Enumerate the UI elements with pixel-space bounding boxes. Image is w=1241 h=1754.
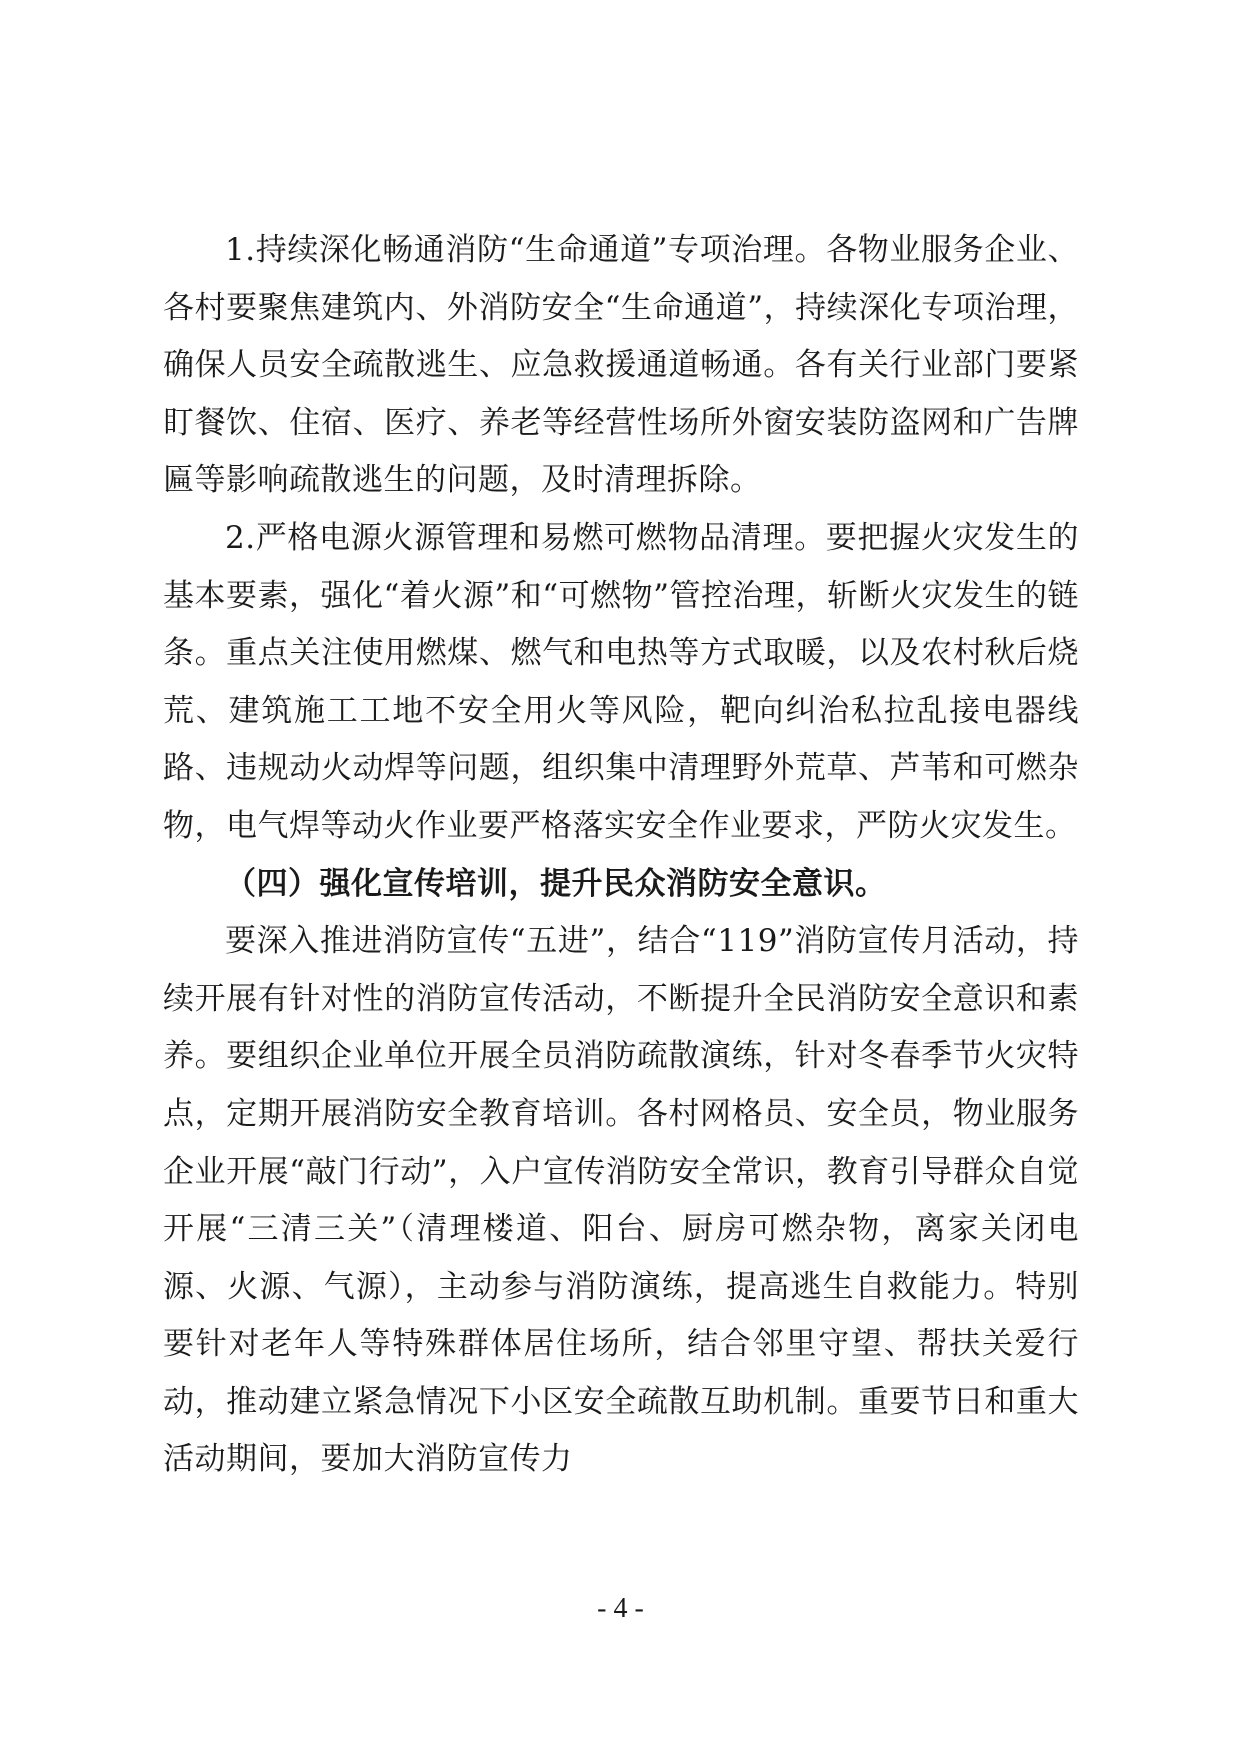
document-body (163, 222, 1079, 1489)
section-heading-4: （四）强化宣传培训，提升民众消防安全意识。 (225, 865, 887, 902)
paragraph-publicity-training: 要深入推进消防宣传“五进”，结合“119”消防宣传月活动，持续开展有针对性的消防宣传活动，不断提升全民消防安全意识和素养。要组织企业单位开展全员消防疏散演练，针对冬春季节火灾特点，定期开展消防安全教育培训。各村网格员、安全员，物业服务企业开展“敲门行动”，入户宣传消防安全常识，教育引导群众自觉开展“三清三关”（清理楼道、阳台、厨房可燃杂物，离家关闭电源、火源、气源），主动参与消防演练，提高逃生自救能力。特别要针对老年人等特殊群体居住场所，结合邻里守望、帮扶关爱行动，推动建立紧急情况下小区安全疏散互助机制。重要节日和重大活动期间，要加大消防宣传力 (163, 923, 1079, 1478)
paragraph-item-2: 2.严格电源火源管理和易燃可燃物品清理。要把握火灾发生的基本要素，强化“着火源”和“可燃物”管控治理，斩断火灾发生的链条。重点关注使用燃煤、燃气和电热等方式取暖，以及农村秋后烧荒、建筑施工工地不安全用火等风险，靶向纠治私拉乱接电器线路、违规动火动焊等问题，组织集中清理野外荒草、芦苇和可燃杂物，电气焊等动火作业要严格落实安全作业要求，严防火灾发生。 (163, 519, 1079, 844)
paragraph-item-1: 1.持续深化畅通消防“生命通道”专项治理。各物业服务企业、各村要聚焦建筑内、外消防安全“生命通道”，持续深化专项治理，确保人员安全疏散逃生、应急救援通道畅通。各有关行业部门要紧盯餐饮、住宿、医疗、养老等经营性场所外窗安装防盗网和广告牌匾等影响疏散逃生的问题，及时清理拆除。 (163, 232, 1079, 499)
page-number: - 4 - (597, 1593, 644, 1624)
